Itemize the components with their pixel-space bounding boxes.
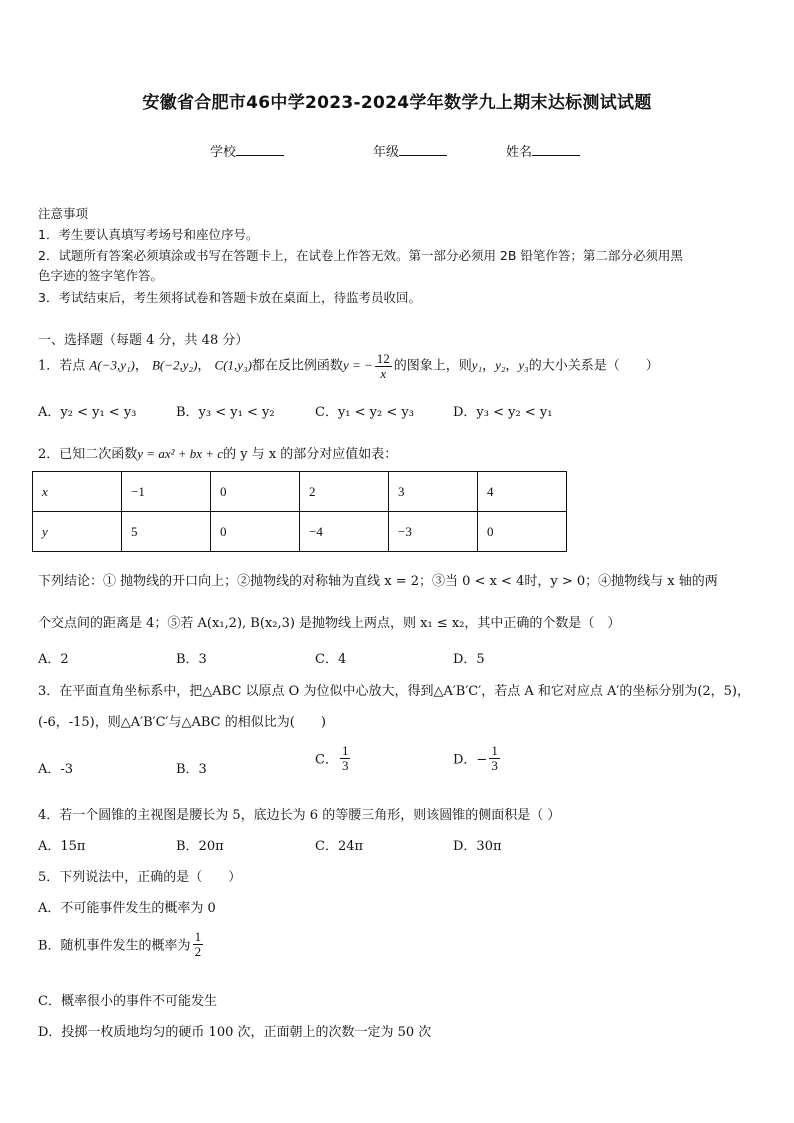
table-cell: 0 xyxy=(211,472,300,512)
table-row-y xyxy=(33,512,567,552)
page-title: 安徽省合肥市46中学2023-2024学年数学九上期末达标测试试题 xyxy=(142,93,652,113)
q5-option-b-fraction xyxy=(193,930,204,958)
q1-fraction xyxy=(375,352,392,380)
name-blank xyxy=(532,143,580,156)
q5-b-num: 1 xyxy=(194,929,202,944)
q2-function: y = ax² + bx + c xyxy=(137,446,224,461)
q3-option-d-fraction xyxy=(489,744,500,772)
q1-func-lhs: y = − xyxy=(342,357,373,373)
q1-point-c: C(1,y₃) xyxy=(214,357,252,373)
q5-option-c: C．概率很小的事件不可能发生 xyxy=(38,994,217,1009)
q1-y3: y₃ xyxy=(518,357,529,373)
q1-point-a: A(−3,y₁) xyxy=(89,357,135,373)
q5-b-den: 2 xyxy=(194,943,202,959)
q3-option-c-fraction xyxy=(340,744,351,772)
name-label: 姓名 xyxy=(506,145,533,160)
q1-option-b: B．y₃ < y₁ < y₂ xyxy=(176,405,275,420)
q1-option-a: A．y₂ < y₁ < y₃ xyxy=(38,405,137,420)
question-1-stem: 1．若点 A(−3,y₁)， B(−2,y₂)， C(1,y₃)都在反比例函数y = − $\frac{12}{x}$ 的图象上，则y₁，y₂，y₃的大小关系是（ ） xyxy=(38,351,659,381)
question-2-stem xyxy=(38,443,397,462)
q3-option-c xyxy=(315,744,352,772)
table-cell: 2 xyxy=(300,472,389,512)
q5-stem: 5．下列说法中，正确的是（ ） xyxy=(38,870,242,885)
grade-blank xyxy=(399,143,447,156)
q1-y2: y₂ xyxy=(495,357,506,373)
note-1: 1．考生要认真填写考场号和座位序号。 xyxy=(38,227,259,242)
note-3: 3．考试结束后，考生须将试卷和答题卡放在桌面上，待监考员收回。 xyxy=(38,290,421,305)
q3-option-c-label: C． xyxy=(315,752,338,768)
grade-label: 年级 xyxy=(373,145,400,160)
name-field xyxy=(506,141,580,160)
table-cell: −4 xyxy=(300,512,389,552)
q2-option-a: A．2 xyxy=(38,652,69,667)
q3-c-den: 3 xyxy=(341,757,349,773)
q3-option-d xyxy=(453,744,502,772)
q2-conclusions-line-2: 个交点间的距离是 4；⑤若 A(x₁,2), B(x₂,3) 是抛物线上两点，则 x₁ ≤ x₂，其中正确的个数是（ ） xyxy=(38,616,621,631)
table-cell: 0 xyxy=(478,512,567,552)
q2-option-c: C．4 xyxy=(315,652,347,667)
table-header-x: x xyxy=(33,472,122,512)
table-cell: 5 xyxy=(122,512,211,552)
grade-field xyxy=(373,141,447,160)
q1-frac-den: x xyxy=(380,365,387,381)
q1-option-c: C．y₁ < y₂ < y₃ xyxy=(315,405,414,420)
q1-end: 的大小关系是（ ） xyxy=(528,358,659,374)
q1-pre: 1．若点 xyxy=(38,358,86,374)
q2-option-d: D．5 xyxy=(453,652,485,667)
notes-heading: 注意事项 xyxy=(38,206,89,221)
q4-stem: 4．若一个圆锥的主视图是腰长为 5，底边长为 6 的等腰三角形，则该圆锥的侧面积是（ ） xyxy=(38,808,561,823)
note-2b: 色字迹的签字笔作答。 xyxy=(38,268,164,283)
q3-option-a: A．-3 xyxy=(38,762,74,777)
q3-stem-line-2: (-6，-15)，则△A′B′C′与△ABC 的相似比为( ) xyxy=(38,715,326,730)
q1-y1: y₁ xyxy=(471,357,483,373)
school-blank xyxy=(236,143,284,156)
q3-d-num: 1 xyxy=(491,743,498,758)
q1-option-d: D．y₃ < y₂ < y₁ xyxy=(453,405,553,420)
q2-stem-pre: 2．已知二次函数 xyxy=(38,447,138,462)
table-cell: −3 xyxy=(389,512,478,552)
q2-option-b: B．3 xyxy=(176,652,207,667)
table-row-x xyxy=(33,472,567,512)
q3-option-d-label: D．− xyxy=(453,752,488,768)
q5-option-a: A．不可能事件发生的概率为 0 xyxy=(38,901,216,916)
q4-option-d: D．30π xyxy=(453,839,502,854)
school-label: 学校 xyxy=(210,145,237,160)
q3-d-den: 3 xyxy=(491,757,498,773)
q5-option-b xyxy=(38,930,205,958)
table-header-y: y xyxy=(33,512,122,552)
q5-option-b-text: B．随机事件发生的概率为 xyxy=(38,938,191,954)
q4-option-a: A．15π xyxy=(38,839,86,854)
q4-option-b: B．20π xyxy=(176,839,224,854)
q4-option-c: C．24π xyxy=(315,839,364,854)
q2-conclusions-line-1: 下列结论：① 抛物线的开口向上；②抛物线的对称轴为直线 x = 2；③当 0 < x < 4时，y > 0；④抛物线与 x 轴的两 xyxy=(38,574,718,589)
q1-mid: 都在反比例函数 xyxy=(251,358,343,374)
q1-point-b: B(−2,y₂) xyxy=(151,357,198,373)
q2-stem-post: 的 y 与 x 的部分对应值如表： xyxy=(223,447,398,462)
table-cell: −1 xyxy=(122,472,211,512)
q1-post: 的图象上，则 xyxy=(393,358,472,374)
q3-option-b: B．3 xyxy=(176,762,207,777)
table-cell: 3 xyxy=(389,472,478,512)
q3-stem-line-1: 3．在平面直角坐标系中，把△ABC 以原点 O 为位似中心放大，得到△A′B′C′，若点 A 和它对应点 A′的坐标分别为(2，5)， xyxy=(38,684,751,699)
q1-frac-num: 12 xyxy=(376,351,390,366)
q5-option-d: D．投掷一枚质地均匀的硬币 100 次，正面朝上的次数一定为 50 次 xyxy=(38,1025,432,1040)
table-cell: 4 xyxy=(478,472,567,512)
table-cell: 0 xyxy=(211,512,300,552)
section-heading: 一、选择题（每题 4 分，共 48 分） xyxy=(38,333,249,348)
q2-value-table xyxy=(32,471,567,552)
q3-c-num: 1 xyxy=(341,743,349,758)
school-field xyxy=(210,141,284,160)
note-2a: 2．试题所有答案必须填涂或书写在答题卡上，在试卷上作答无效。第一部分必须用 2B 铅笔作答；第二部分必须用黑 xyxy=(38,248,683,263)
